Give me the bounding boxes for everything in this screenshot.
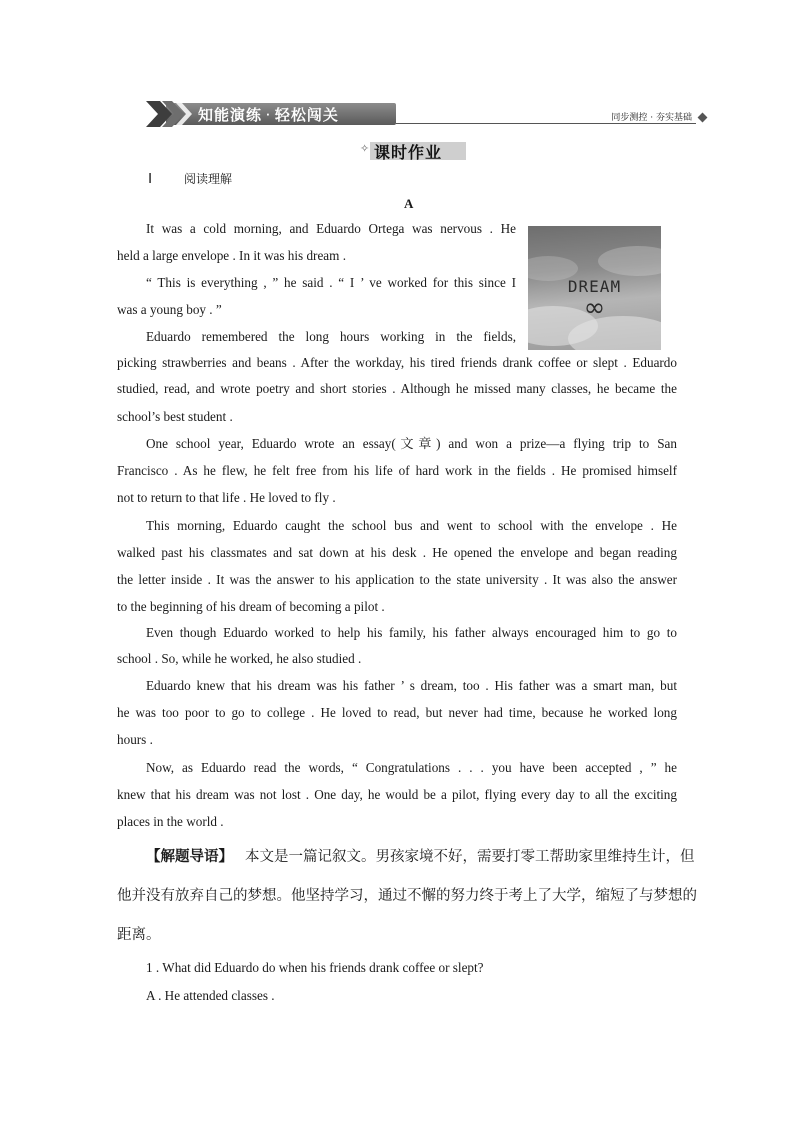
dream-image	[528, 226, 661, 350]
section-heading	[148, 170, 232, 188]
diamond-icon	[698, 113, 708, 123]
header-title-part1: 知能演练	[198, 106, 263, 124]
section-label: 阅读理解	[184, 172, 233, 186]
passage-line: to the beginning of his dream of becoming a pilot .	[117, 599, 385, 614]
passage-line: It was a cold morning, and Eduardo Ortega was nervous . He	[146, 221, 516, 236]
passage-line: Eduardo knew that his dream was his father ’ s dream, too . His father was a smart man, but	[146, 678, 677, 693]
passage-line: hours .	[117, 732, 153, 747]
question-option-a: A . He attended classes .	[146, 988, 275, 1003]
passage-line: studied, read, and wrote poetry and short stories . Although he missed many classes, he became the	[117, 381, 677, 396]
header-title-part2: 轻松闯关	[274, 106, 339, 124]
passage-line: walked past his classmates and sat down at his desk . He opened the envelope and began reading	[117, 545, 677, 560]
passage-line: One school year, Eduardo wrote an essay(文章) and won a prize—a flying trip to San	[146, 436, 677, 451]
passage-line: This morning, Eduardo caught the school bus and went to school with the envelope . He	[146, 518, 677, 533]
passage-letter: A	[404, 196, 414, 211]
passage-line: Eduardo remembered the long hours working in the fields,	[146, 329, 516, 344]
guide-line-3: 距离。	[117, 927, 161, 943]
header-separator: ·	[266, 110, 271, 121]
guide-label: 【解题导语】	[146, 849, 233, 865]
sparkle-icon: ✧	[360, 143, 370, 155]
question-stem: 1 . What did Eduardo do when his friends drank coffee or slept?	[146, 960, 484, 975]
subheader-title: 课时作业	[374, 143, 443, 162]
passage-line: “ This is everything , ” he said . “ I ’ ve worked for this since I	[146, 275, 516, 290]
passage-line: he was too poor to go to college . He loved to read, but never had time, because he worked long	[117, 705, 677, 720]
double-chevron-icon	[146, 101, 194, 127]
passage-line: school’s best student .	[117, 409, 233, 424]
passage-line: Francisco . As he flew, he felt free from his life of hard work in the fields . He promised himself	[117, 463, 677, 478]
passage-line: places in the world .	[117, 814, 224, 829]
page-header	[146, 101, 706, 127]
passage-line: Even though Eduardo worked to help his family, his father always encouraged him to go to	[146, 625, 677, 640]
subheader	[360, 139, 470, 161]
passage-line: Now, as Eduardo read the words, “ Congratulations . . . you have been accepted , ” he	[146, 760, 677, 775]
header-title	[198, 104, 339, 125]
header-right-text: 同步测控 · 夯实基础	[611, 113, 692, 123]
passage-line: the letter inside . It was the answer to his application to the state university . It was also the answer	[117, 572, 677, 587]
header-rule	[396, 123, 696, 124]
section-number: Ⅰ	[148, 172, 153, 187]
passage-line: picking strawberries and beans . After the workday, his tired friends drank coffee or slept . Eduardo	[117, 355, 677, 370]
passage-line: held a large envelope . In it was his dream .	[117, 248, 346, 263]
infinity-icon: ∞	[583, 293, 606, 323]
guide-line-2: 他并没有放弃自己的梦想。他坚持学习，通过不懈的努力终于考上了大学，缩短了与梦想的	[117, 888, 697, 904]
guide-text: 本文是一篇记叙文。男孩家境不好，需要打零工帮助家里维持生计，但	[245, 849, 695, 865]
guide-line-1	[146, 845, 695, 866]
image-word: DREAM	[567, 277, 622, 296]
passage-line: school . So, while he worked, he also studied .	[117, 651, 362, 666]
passage-line: not to return to that life . He loved to fly .	[117, 490, 336, 505]
passage-line: knew that his dream was not lost . One day, he would be a pilot, flying every day to all the exciting	[117, 787, 677, 802]
passage-line: was a young boy . ”	[117, 302, 222, 317]
